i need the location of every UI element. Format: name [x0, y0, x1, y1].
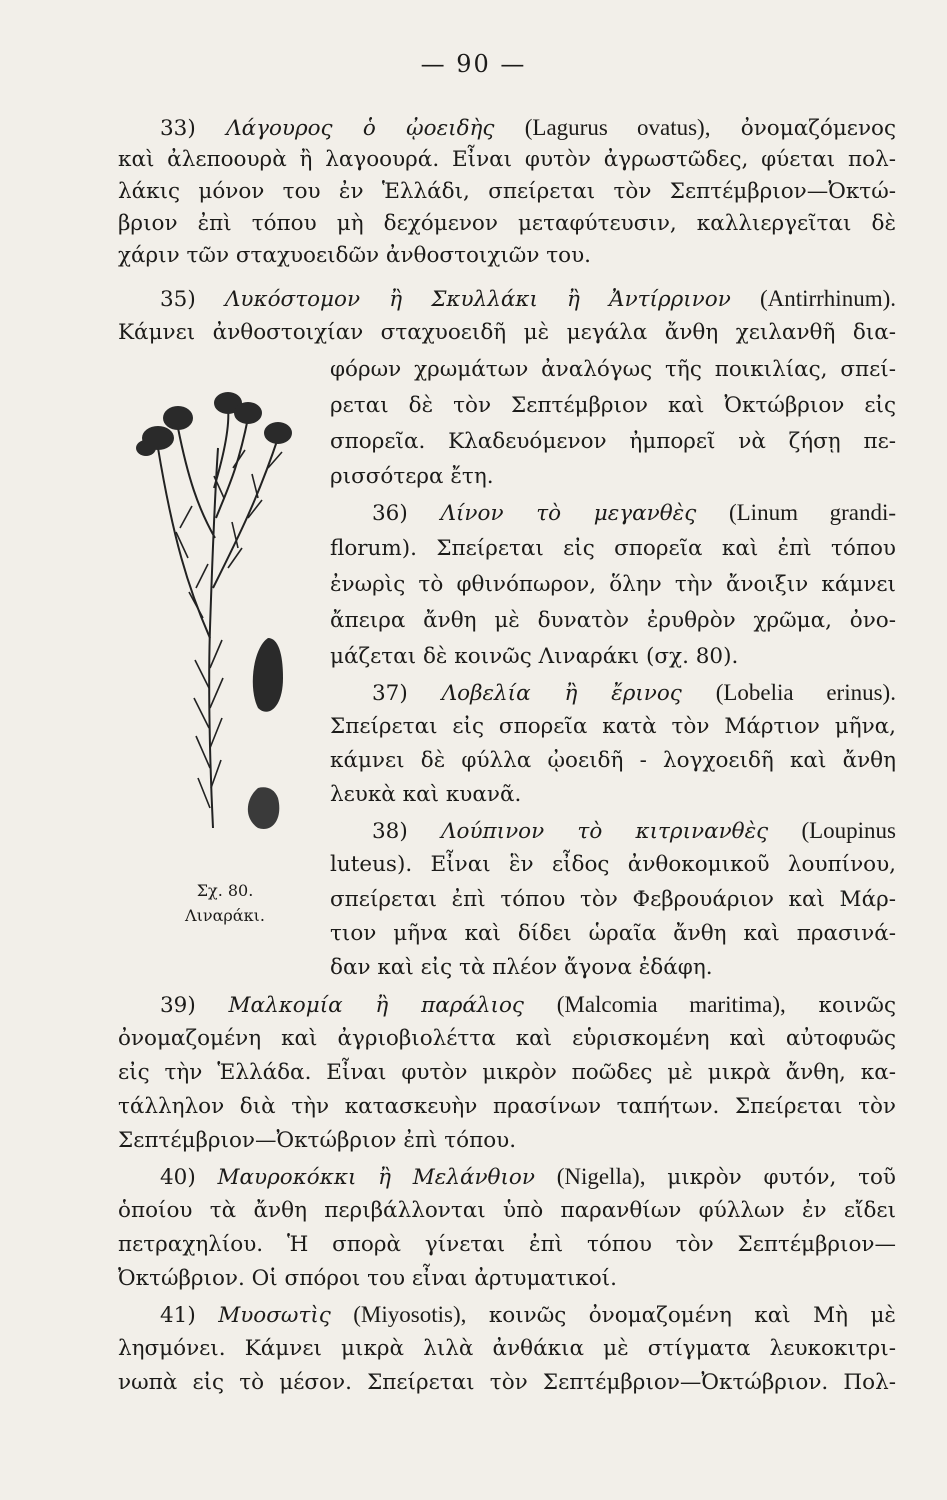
- text-line: φόρων χρωμάτων ἀναλόγως τῆς ποικιλίας, σπεί-: [330, 357, 896, 382]
- text-line: ὀνομαζομένη καὶ ἀγριοβιολέττα καὶ εὑρισκομένη καὶ αὐτοφυῶς: [118, 1026, 896, 1051]
- text-line: δαν καὶ εἰς τὰ πλέον ἄγονα ἐδάφη.: [330, 955, 713, 980]
- page-number: — 90 —: [420, 50, 527, 78]
- text-line: κάμνει δὲ φύλλα ᾠοειδῆ - λογχοειδῆ καὶ ἄνθη: [330, 748, 896, 773]
- text-line: τάλληλον διὰ τὴν κατασκευὴν πρασίνων ταπήτων. Σπείρεται τὸν: [118, 1094, 896, 1119]
- paragraph-37-first-line: 37) Λοβελία ἢ ἔρινος (Lobelia erinus).: [372, 680, 896, 706]
- text-line: εἰς τὴν Ἑλλάδα. Εἶναι φυτὸν μικρὸν ποῶδες μὲ μικρὰ ἄνθη, κα-: [118, 1060, 896, 1085]
- paragraph-41-first-line: 41) Μυοσωτὶς (Miyosotis), κοινῶς ὀνομαζομένη καὶ Μὴ μὲ: [160, 1302, 896, 1328]
- text-line: ρεται δὲ τὸν Σεπτέμβριον καὶ Ὀκτώβριον εἰς: [330, 393, 896, 418]
- text-line: ἐνωρὶς τὸ φθινόπωρον, ὅλην τὴν ἄνοιξιν κάμνει: [330, 572, 896, 597]
- paragraph-36-first-line: 36) Λίνον τὸ μεγανθὲς (Linum grandi-: [372, 500, 896, 526]
- text-line: florum). Σπείρεται εἰς σπορεῖα καὶ ἐπὶ τόπου: [330, 536, 896, 561]
- text-line: Ὀκτώβριον. Οἱ σπόροι του εἶναι ἀρτυματικοί.: [118, 1266, 617, 1291]
- text-line: ὁποίου τὰ ἄνθη περιβάλλονται ὑπὸ παρανθίων φύλλων ἐν εἴδει: [118, 1198, 896, 1223]
- text-line: luteus). Εἶναι ἓν εἶδος ἀνθοκομικοῦ λουπίνου,: [330, 852, 896, 877]
- linum-illustration: [118, 388, 323, 948]
- text-line: βριον ἐπὶ τόπου μὴ δεχόμενον μεταφύτευσιν, καλλιεργεῖται δὲ: [118, 211, 896, 236]
- text-line: σπείρεται ἐπὶ τόπου τὸν Φεβρουάριον καὶ Μάρ-: [330, 887, 896, 912]
- text-line: καὶ ἀλεποουρὰ ἢ λαγοουρά. Εἶναι φυτὸν ἀγρωστῶδες, φύεται πολ-: [118, 147, 896, 172]
- figure-caption-number: Σχ. 80.: [196, 881, 254, 900]
- text-line: πετραχηλίου. Ἡ σπορὰ γίνεται ἐπὶ τόπου τὸν Σεπτέμβριον—: [118, 1232, 896, 1257]
- text-line: Κάμνει ἀνθοστοιχίαν σταχυοειδῆ μὲ μεγάλα ἄνθη χειλανθῆ δια-: [118, 320, 896, 345]
- text-line: σπορεῖα. Κλαδευόμενον ἠμπορεῖ νὰ ζήσῃ πε-: [330, 429, 896, 454]
- text-line: νωπὰ εἰς τὸ μέσον. Σπείρεται τὸν Σεπτέμβριον—Ὀκτώβριον. Πολ-: [118, 1370, 896, 1395]
- paragraph-40-first-line: 40) Μαυροκόκκι ἢ Μελάνθιον (Nigella), μικρὸν φυτόν, τοῦ: [160, 1164, 896, 1190]
- text-line: λευκὰ καὶ κυανᾶ.: [330, 782, 522, 807]
- paragraph-35-first-line: 35) Λυκόστομον ἢ Σκυλλάκι ἢ Ἀντίρρινον (Antirrhinum).: [160, 286, 896, 312]
- text-line: τιον μῆνα καὶ δίδει ὡραῖα ἄνθη καὶ πρασινά-: [330, 921, 896, 946]
- text-line: λησμόνει. Κάμνει μικρὰ λιλὰ ἀνθάκια μὲ στίγματα λευκοκιτρι-: [118, 1336, 896, 1361]
- text-line: μάζεται δὲ κοινῶς Λιναράκι (σχ. 80).: [330, 644, 739, 669]
- linum-plant-drawing: [118, 388, 323, 888]
- text-line: Σεπτέμβριον—Ὀκτώβριον ἐπὶ τόπου.: [118, 1128, 517, 1153]
- paragraph-38-first-line: 38) Λούπινον τὸ κιτρινανθὲς (Loupinus: [372, 818, 896, 844]
- text-line: χάριν τῶν σταχυοειδῶν ἀνθοστοιχιῶν του.: [118, 243, 591, 268]
- paragraph-39-first-line: 39) Μαλκομία ἢ παράλιος (Malcomia maritima), κοινῶς: [160, 992, 896, 1018]
- text-line: ἄπειρα ἄνθη μὲ δυνατὸν ἐρυθρὸν χρῶμα, ὀνο-: [330, 608, 896, 633]
- figure-caption-name: Λιναράκι.: [185, 906, 265, 925]
- text-line: Σπείρεται εἰς σπορεῖα κατὰ τὸν Μάρτιον μῆνα,: [330, 714, 896, 739]
- paragraph-33-first-line: 33) Λάγουρος ὁ ᾠοειδὴς (Lagurus ovatus), ὀνομαζόμενος: [160, 115, 896, 141]
- text-line: λάκις μόνον του ἐν Ἑλλάδι, σπείρεται τὸν Σεπτέμβριον—Ὀκτώ-: [118, 179, 896, 204]
- text-line: ρισσότερα ἔτη.: [330, 464, 494, 489]
